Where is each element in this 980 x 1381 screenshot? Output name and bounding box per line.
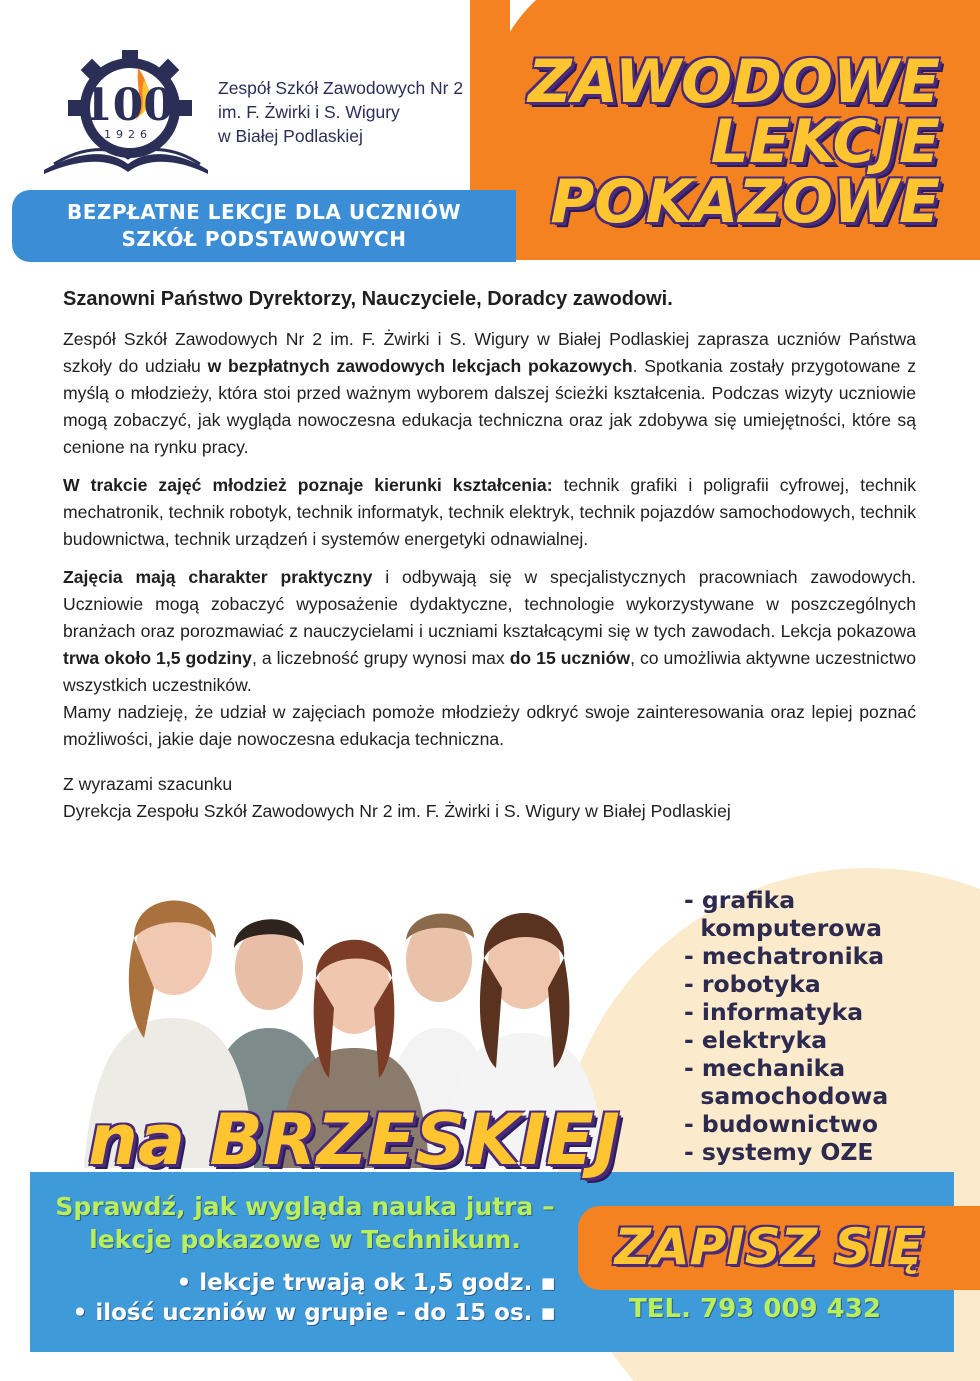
closing-line: Dyrekcja Zespołu Szkół Zawodowych Nr 2 im. F. Żwirki i S. Wigury w Białej Podlaskiej [63,801,731,821]
course-item: - systemy OZE [684,1138,874,1166]
closing-line: Z wyrazami szacunku [63,774,233,794]
text-emphasis: w bezpłatnych zawodowych lekcjach pokazowych [207,356,633,376]
banner-line: BEZPŁATNE LEKCJE DLA UCZNIÓW [66,200,462,224]
course-item: - mechanika [684,1054,846,1082]
logo-number: 100 [82,80,174,131]
course-item: samochodowa [684,1082,889,1110]
signup-button[interactable]: ZAPISZ SIĘ [614,1218,924,1276]
course-item: - robotyka [684,970,821,998]
lesson-facts [60,1268,556,1328]
text-run: , a liczebność grupy wynosi max [251,648,510,668]
banner-line: SZKÓŁ PODSTAWOWYCH [121,227,407,251]
letter-body [63,286,916,825]
text-run: , co umożliwia aktywne uczestnictwo wszystkich uczestników. [63,648,916,695]
course-list [684,886,888,1166]
school-name-line: im. F. Żwirki i S. Wigury [218,102,400,122]
fact-item: • lekcje trwają ok 1,5 godz. ▪ [176,1270,556,1296]
school-name [218,76,463,148]
text-run: technik grafiki i poligrafii cyfrowej, technik mechatronik, technik robotyk, technik informatyk, technik elektryk, technik pojazdów samochodowych, technik budownictwa, technik urządzeń i systemów energetyki odnawialnej. [63,475,916,549]
course-item: - informatyka [684,998,864,1026]
closing [63,771,916,825]
school-logo [40,46,210,176]
paragraph-practical [63,564,916,699]
course-item: - mechatronika [684,942,885,970]
text-emphasis: trwa około 1,5 godziny [63,648,252,668]
slogan-line: lekcje pokazowe w Technikum. [89,1225,521,1254]
paragraph-invitation [63,326,916,461]
course-item: - elektryka [684,1026,828,1054]
free-lessons-banner [12,190,516,262]
text-run: Zespół Szkół Zawodowych Nr 2 im. F. Żwirki i S. Wigury w Białej Podlaskiej zaprasza uczniów Państwa szkoły do udziału [63,329,916,376]
phone-number[interactable]: TEL. 793 009 432 [629,1294,881,1324]
greeting: Szanowni Państwo Dyrektorzy, Nauczyciele, Doradcy zawodowi. [63,288,673,310]
text-emphasis: W trakcie zajęć młodzież poznaje kierunki kształcenia: [63,475,553,495]
title-line: POKAZOWE [550,167,940,237]
slogan [40,1190,570,1256]
title-line: ZAWODOWE [528,47,940,117]
paragraph-hope: Mamy nadzieję, że udział w zajęciach pomoże młodzieży odkryć swoje zainteresowania oraz lepiej poznać możliwości, jakie daje nowoczesna edukacja techniczna. [63,702,916,749]
school-name-line: Zespół Szkół Zawodowych Nr 2 [218,78,464,98]
text-run: . Spotkania zostały przygotowane z myślą o młodzieży, która stoi przed ważnym wyborem dalszej ścieżki kształcenia. Podczas wizyty uczniowie mogą zobaczyć, jak wygląda nowoczesna edukacja techniczna oraz jak zdobywa się umiejętności, które są cenione na rynku pracy. [63,356,916,457]
brand-headline: na BRZESKIEJ [88,1099,620,1181]
fact-item: • ilość uczniów w grupie - do 15 os. ▪ [72,1300,556,1326]
school-name-line: w Białej Podlaskiej [218,126,363,146]
title-line: LEKCJE [710,107,940,177]
slogan-line: Sprawdź, jak wygląda nauka jutra – [55,1192,555,1221]
text-run: i odbywają się w specjalistycznych pracowniach zawodowych. Uczniowie mogą zobaczyć wyposażenie dydaktyczne, technologie wykorzystywane w poszczególnych branżach oraz porozmawiać z nauczycielami i uczniami kształcącymi się w tych zawodach. Lekcja pokazowa [63,567,916,641]
paragraph-fields [63,472,916,553]
logo-year: 1926 [104,128,152,141]
course-item: - budownictwo [684,1110,878,1138]
course-item: - grafika [684,886,796,914]
course-item: komputerowa [684,914,883,942]
text-emphasis: do 15 uczniów [509,648,631,668]
page-title [520,47,940,237]
text-emphasis: Zajęcia mają charakter praktyczny [63,567,373,587]
